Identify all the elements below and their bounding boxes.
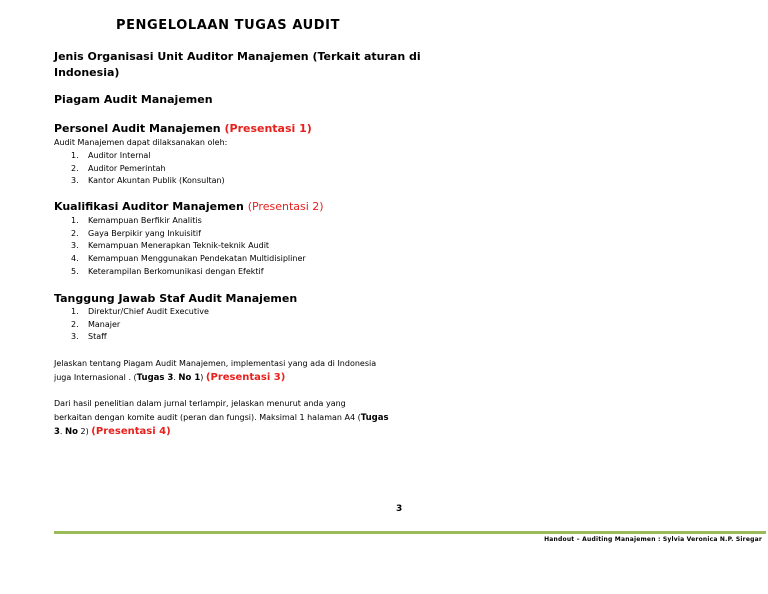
list-item [54, 175, 225, 188]
list-item-text: Gaya Berpikir yang Inkuisitif [88, 228, 201, 238]
tugas-2-line2-prefix: berkaitan dengan komite audit (peran dan fungsi). Maksimal 1 halaman A4 ( [54, 412, 361, 422]
tanggung-list [54, 306, 209, 344]
presentasi-1-tag: (Presentasi 1) [224, 122, 312, 135]
list-item-text: Kemampuan Berfikir Analitis [88, 216, 202, 225]
personel-intro: Audit Manajemen dapat dilaksanakan oleh: [54, 138, 228, 147]
list-item-text: Auditor Internal [88, 151, 151, 160]
list-number: 1. [71, 216, 79, 225]
tugas-1-bold-a: Tugas 3 [136, 372, 174, 383]
list-item [54, 266, 306, 279]
footer-divider [54, 531, 766, 534]
list-item-text: Keterampilan Berkomunikasi dengan Efektif [88, 266, 264, 276]
heading-personel [54, 121, 312, 137]
heading-piagam: Piagam Audit Manajemen [54, 93, 213, 106]
list-number: 2. [71, 163, 79, 173]
list-item-text: Auditor Pemerintah [88, 163, 166, 173]
heading-kualifikasi-text: Kualifikasi Auditor Manajemen [54, 200, 244, 213]
list-item [54, 240, 306, 253]
tugas-1-close: ) [200, 372, 204, 382]
heading-jenis-line1: Jenis Organisasi Unit Auditor Manajemen (Terkait aturan di [54, 50, 421, 63]
list-item [54, 331, 209, 344]
list-number: 3. [71, 332, 79, 342]
personel-list [54, 150, 225, 188]
list-number: 1. [71, 307, 79, 316]
list-number: 2. [71, 319, 79, 329]
list-number: 2. [71, 228, 79, 238]
tugas-2-bold-a: Tugas [360, 412, 389, 423]
tugas-2-bold-a2: 3 [54, 427, 60, 437]
tugas-2-bold-b: No [65, 427, 78, 437]
page-title: PENGELOLAAN TUGAS AUDIT [115, 18, 341, 33]
list-item-text: Kemampuan Menerapkan Teknik-teknik Audit [88, 241, 270, 251]
tugas-2-line1: Dari hasil penelitian dalam jurnal terlampir, jelaskan menurut anda yang [54, 399, 346, 408]
kualifikasi-list [54, 215, 306, 279]
list-item-text: Direktur/Chief Audit Executive [88, 307, 209, 316]
list-item [54, 215, 306, 228]
presentasi-4-tag: (Presentasi 4) [91, 426, 171, 437]
heading-kualifikasi [54, 199, 324, 215]
heading-tanggung-jawab: Tanggung Jawab Staf Audit Manajemen [54, 292, 298, 305]
presentasi-3-tag: (Presentasi 3) [205, 371, 286, 383]
page-number: 3 [396, 504, 403, 514]
list-item-text: Kantor Akuntan Publik (Konsultan) [88, 176, 225, 186]
tugas-2-close: 2) [77, 427, 89, 436]
footer-text: Handout – Auditing Manajemen : Sylvia Veronica N.P. Siregar [544, 536, 762, 543]
list-item-text: Staff [88, 332, 107, 342]
heading-personel-text: Personel Audit Manajemen [54, 122, 221, 135]
heading-jenis-line2: Indonesia) [54, 66, 120, 79]
presentasi-2-tag: (Presentasi 2) [247, 200, 324, 213]
tugas-2-paragraph [54, 397, 414, 440]
heading-jenis-organisasi [54, 49, 421, 81]
list-item [54, 228, 306, 241]
list-item [54, 163, 225, 176]
tugas-1-line1: Jelaskan tentang Piagam Audit Manajemen, implementasi yang ada di Indonesia [54, 359, 377, 368]
list-item-text: Kemampuan Menggunakan Pendekatan Multidisipliner [88, 254, 306, 264]
list-item [54, 150, 225, 163]
list-item [54, 319, 209, 332]
list-number: 4. [71, 254, 79, 264]
list-number: 3. [71, 241, 79, 251]
list-number: 5. [71, 266, 79, 276]
tugas-1-paragraph [54, 357, 414, 385]
tugas-1-line2-prefix: juga Internasional . ( [54, 372, 137, 382]
tugas-2-sep: . [59, 427, 66, 436]
list-number: 1. [71, 151, 79, 160]
list-item [54, 253, 306, 266]
list-item [54, 306, 209, 319]
tugas-1-sep: . [173, 372, 179, 382]
list-number: 3. [71, 176, 79, 186]
tugas-1-bold-b: No 1 [178, 372, 201, 383]
list-item-text: Manajer [88, 319, 121, 329]
